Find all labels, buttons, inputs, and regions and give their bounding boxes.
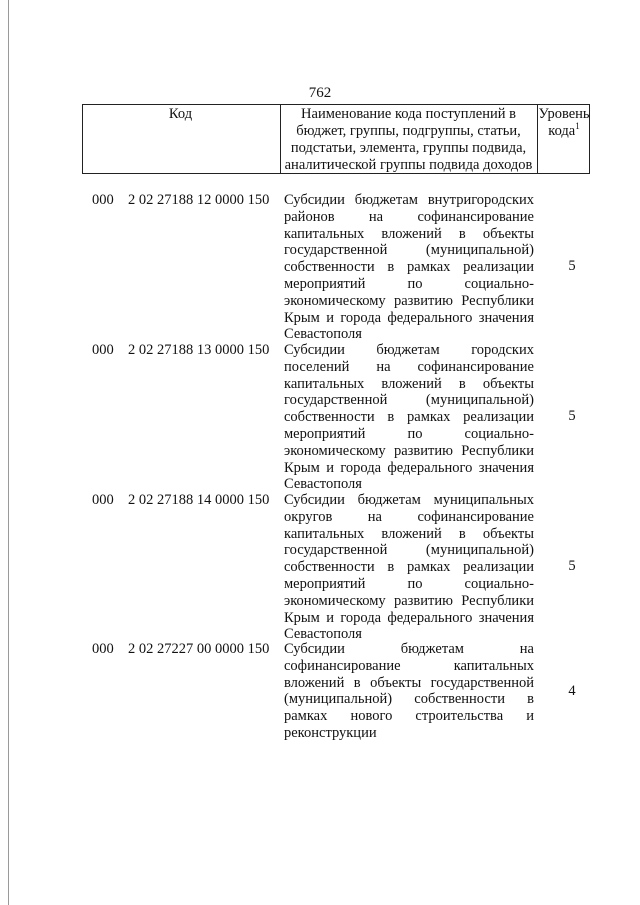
page-edge-line — [8, 0, 9, 905]
row-level: 4 — [568, 683, 576, 699]
row-level: 5 — [568, 258, 576, 274]
row-name: Субсидии бюджетам внутригородских районов на софинансирование капитальных вложений в объекты государственной (муниципальной) собственности в рамках реализации мероприятий по социально-экономическому развитию Республики Крым и города федерального значения Севастополя — [284, 192, 534, 343]
row-admin-code: 000 — [92, 342, 114, 358]
header-level-footnote: 1 — [575, 121, 580, 132]
row-admin-code: 000 — [92, 641, 114, 657]
row-revenue-code: 2 02 27188 14 0000 150 — [128, 492, 270, 508]
row-name: Субсидии бюджетам на софинансирование капитальных вложений в объекты государственной (муниципальной) собственности в рамках нового строительства и реконструкции — [284, 641, 534, 741]
row-revenue-code: 2 02 27227 00 0000 150 — [128, 641, 270, 657]
header-name: Наименование кода поступлений в бюджет, группы, подгруппы, статьи, подстатьи, элемента, группы подвида, аналитической группы подвида доходов — [284, 106, 533, 173]
row-revenue-code: 2 02 27188 12 0000 150 — [128, 192, 270, 208]
header-level — [538, 106, 590, 140]
row-level: 5 — [568, 558, 576, 574]
row-level: 5 — [568, 408, 576, 424]
row-admin-code: 000 — [92, 492, 114, 508]
row-name: Субсидии бюджетам муниципальных округов на софинансирование капитальных вложений в объекты государственной (муниципальной) собственности в рамках реализации мероприятий по социально-экономическому развитию Республики Крым и города федерального значения Севастополя — [284, 492, 534, 643]
table-header — [82, 104, 590, 174]
header-level-label: Уровень кода — [538, 106, 590, 139]
header-code: Код — [168, 106, 193, 122]
row-name: Субсидии бюджетам городских поселений на софинансирование капитальных вложений в объекты государственной (муниципальной) собственности в рамках реализации мероприятий по социально-экономическому развитию Республики Крым и города федерального значения Севастополя — [284, 342, 534, 493]
row-revenue-code: 2 02 27188 13 0000 150 — [128, 342, 270, 358]
page-number: 762 — [308, 85, 332, 101]
row-admin-code: 000 — [92, 192, 114, 208]
